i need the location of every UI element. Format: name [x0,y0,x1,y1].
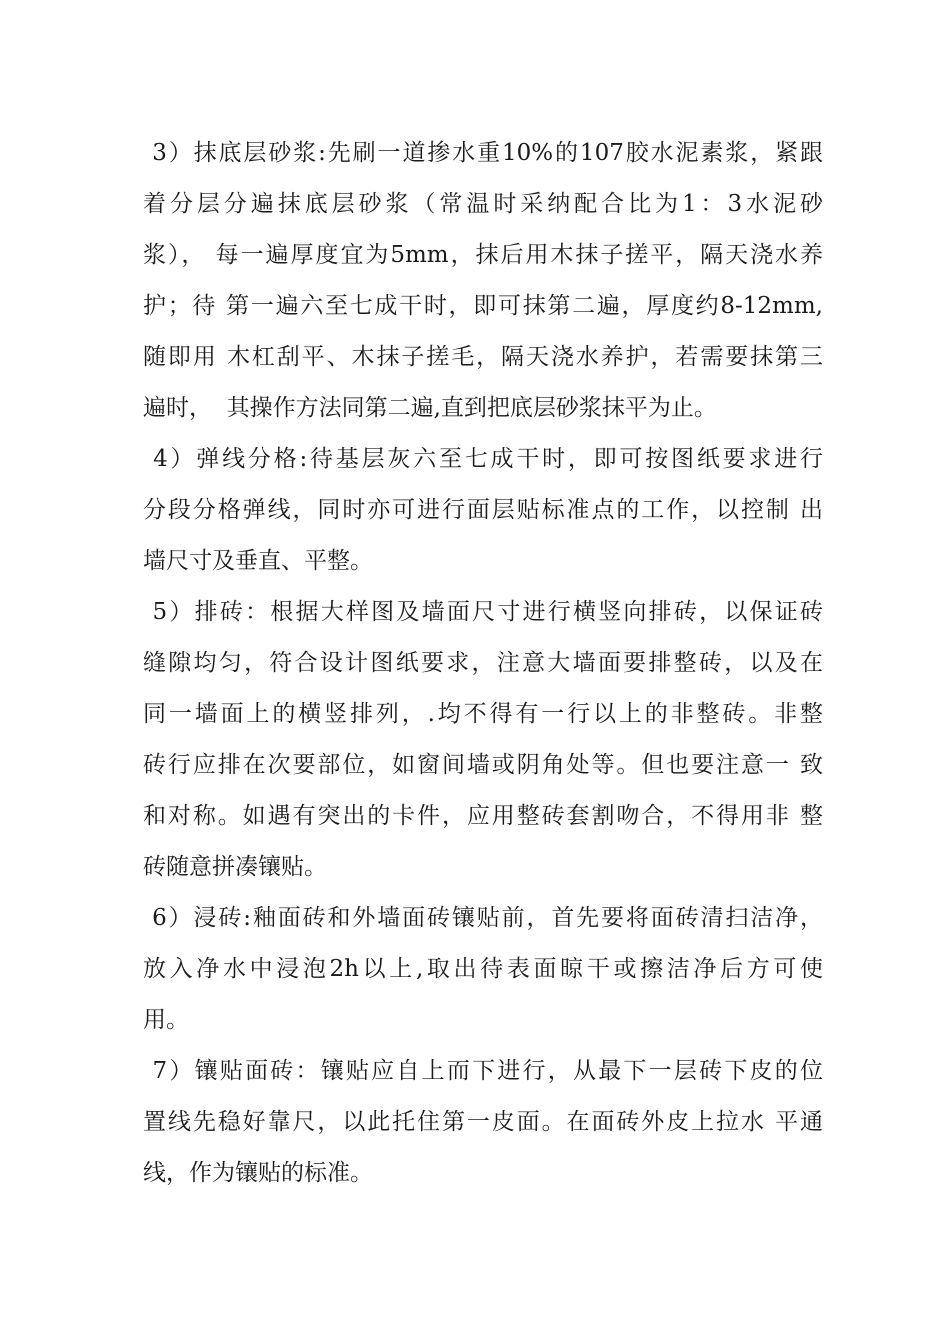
text-line: 用。 [143,1007,189,1033]
text-line: 6）浸砖:釉面砖和外墙面砖镶贴前，首先要将面砖清扫洁净， [143,905,823,931]
text-line: 分段分格弹线，同时亦可进行面层贴标准点的工作，以控制 出 [143,497,823,523]
text-line: 着分层分遍抹底层砂浆（常温时采纳配合比为1：3水泥砂 [143,191,823,217]
text-line: 护；待 第一遍六至七成干时，即可抹第二遍，厚度约8-12mm, [143,293,823,319]
text-line: 放入净水中浸泡2h以上,取出待表面晾干或擦洁净后方可使 [143,956,823,982]
text-line: 缝隙均匀，符合设计图纸要求，注意大墙面要排整砖，以及在 [143,650,823,676]
text-line: 砖行应排在次要部位，如窗间墙或阴角处等。但也要注意一 致 [143,752,823,778]
text-line: 浆）， 每一遍厚度宜为5mm，抹后用木抹子搓平，隔天浇水养 [143,242,823,268]
text-line: 同一墙面上的横竖排列，.均不得有一行以上的非整砖。非整 [143,701,823,727]
document-body [143,128,823,1199]
text-line: 遍时， 其操作方法同第二遍,直到把底层砂浆抹平为止。 [143,395,717,421]
paragraph-step-7 [143,1046,823,1199]
paragraph-step-5 [143,587,823,893]
text-line: 随即用 木杠刮平、木抹子搓毛，隔天浇水养护，若需要抹第三 [143,344,823,370]
text-line: 线，作为镶贴的标准。 [143,1160,373,1186]
text-line: 4）弹线分格:待基层灰六至七成干时，即可按图纸要求进行 [143,446,823,472]
text-line: 和对称。如遇有突出的卡件，应用整砖套割吻合，不得用非 整 [143,803,823,829]
paragraph-step-6 [143,893,823,1046]
text-line: 5）排砖：根据大样图及墙面尺寸进行横竖向排砖，以保证砖 [143,599,823,625]
paragraph-step-4 [143,434,823,587]
text-line: 墙尺寸及垂直、平整。 [143,548,373,574]
text-line: 置线先稳好靠尺，以此托住第一皮面。在面砖外皮上拉水 平通 [143,1109,823,1135]
text-line: 3）抹底层砂浆:先刷一道掺水重10%的107胶水泥素浆，紧跟 [143,140,823,166]
text-line: 砖随意拼凑镶贴。 [143,854,327,880]
paragraph-step-3 [143,128,823,434]
text-line: 7）镶贴面砖：镶贴应自上而下进行，从最下一层砖下皮的位 [143,1058,823,1084]
